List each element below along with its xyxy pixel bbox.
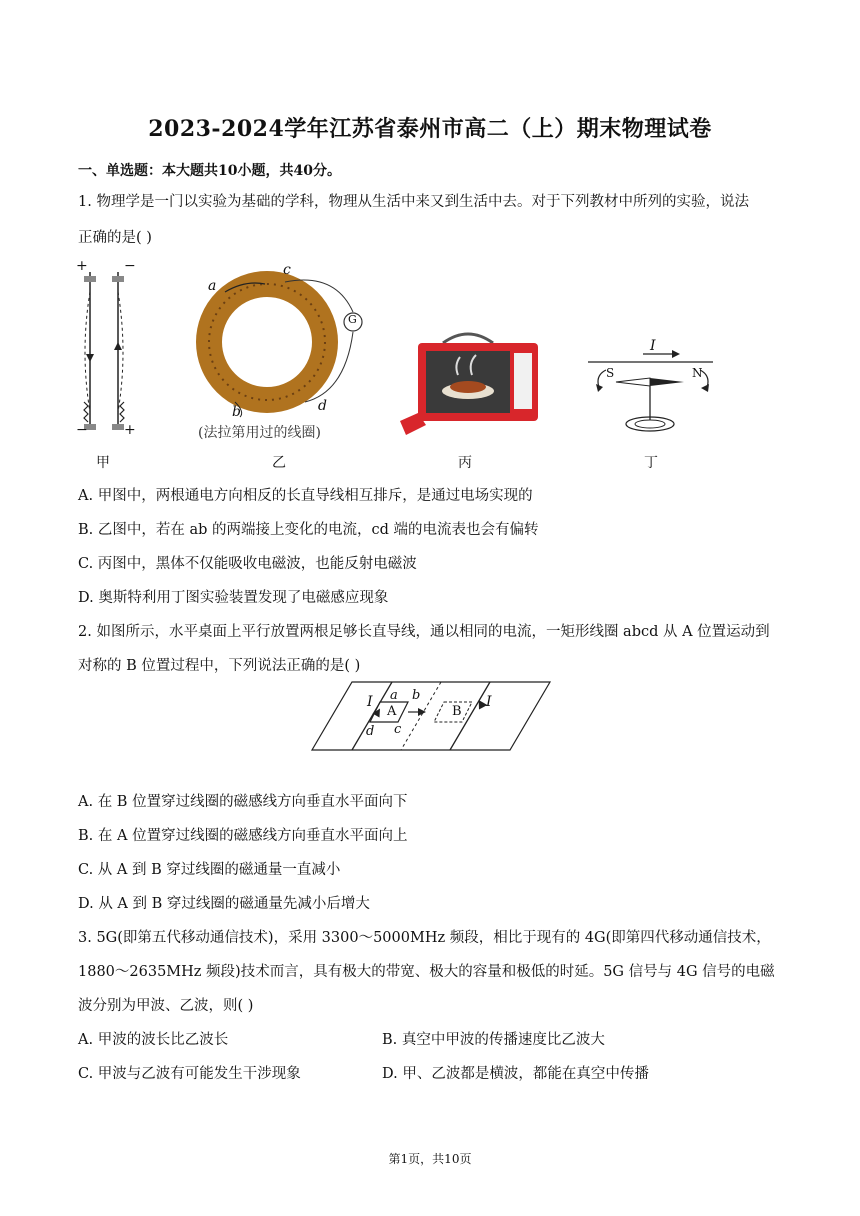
page-title: 2023-2024学年江苏省泰州市高二（上）期末物理试卷	[148, 116, 712, 142]
compass-pole-n: N	[692, 366, 703, 380]
q2-vertex-c: c	[394, 722, 402, 737]
q1-stem-line1: 1. 物理学是一门以实验为基础的学科，物理从生活中来又到生活中去。对于下列教材中所列的实验，说法	[78, 194, 749, 210]
q2-vertex-a: a	[390, 688, 398, 703]
q1-stem-line2: 正确的是( )	[78, 230, 152, 246]
figure-label-yi: 乙	[272, 455, 286, 471]
section-heading: 一、单选题：本大题共10小题，共40分。	[78, 163, 341, 179]
figure-jia-parallel-wires	[70, 262, 140, 440]
q3-option-b: B. 真空中甲波的传播速度比乙波大	[382, 1032, 605, 1048]
q1-option-a: A. 甲图中，两根通电方向相反的长直导线相互排斥，是通过电场实现的	[78, 488, 533, 504]
q2-position-b: B	[452, 704, 462, 719]
figure-label-ding: 丁	[644, 455, 658, 471]
q2-option-a: A. 在 B 位置穿过线圈的磁感线方向垂直水平面向下	[78, 794, 408, 810]
q2-option-b: B. 在 A 位置穿过线圈的磁感线方向垂直水平面向上	[78, 828, 408, 844]
coil-terminal-c: c	[283, 262, 291, 278]
q3-stem-line1: 3. 5G(即第五代移动通信技术)，采用 3300～5000MHz 频段，相比于现有的 4G(即第四代移动通信技术，	[78, 930, 771, 946]
figure-q2-wires-and-coil	[310, 680, 552, 752]
plus-sign-top-left: +	[76, 258, 88, 274]
q3-stem-line3: 波分别为甲波、乙波，则( )	[78, 998, 254, 1014]
q1-option-d: D. 奥斯特利用丁图实验装置发现了电磁感应现象	[78, 590, 389, 606]
coil-terminal-a: a	[208, 278, 217, 294]
figure-label-bing: 丙	[458, 455, 472, 471]
q2-current-right: I	[486, 694, 492, 710]
q2-vertex-b: b	[412, 688, 421, 703]
compass-pole-s: S	[606, 366, 615, 380]
figure-label-jia: 甲	[96, 455, 110, 471]
galvanometer-label: G	[348, 313, 357, 326]
q3-option-c: C. 甲波与乙波有可能发生干涉现象	[78, 1066, 301, 1082]
q3-option-a: A. 甲波的波长比乙波长	[78, 1032, 229, 1048]
page-footer: 第1页，共10页	[388, 1152, 472, 1166]
figure-bing-microwave	[398, 325, 546, 435]
q3-option-d: D. 甲、乙波都是横波，都能在真空中传播	[382, 1066, 649, 1082]
q2-stem-line1: 2. 如图所示，水平桌面上平行放置两根足够长直导线，通以相同的电流，一矩形线圈 abcd 从 A 位置运动到	[78, 624, 770, 640]
q2-option-d: D. 从 A 到 B 穿过线圈的磁通量先减小后增大	[78, 896, 370, 912]
coil-caption: (法拉第用过的线圈)	[198, 425, 321, 441]
plus-sign-bottom-right: +	[124, 422, 136, 438]
figure-ding-oersted-compass	[588, 340, 718, 440]
compass-current-label: I	[650, 338, 656, 354]
q2-current-left: I	[367, 694, 373, 710]
q1-option-c: C. 丙图中，黑体不仅能吸收电磁波，也能反射电磁波	[78, 556, 417, 572]
figure-yi-faraday-coil	[195, 262, 370, 422]
coil-terminal-d: d	[318, 398, 327, 414]
q2-vertex-d: d	[366, 724, 375, 739]
q1-option-b: B. 乙图中，若在 ab 的两端接上变化的电流，cd 端的电流表也会有偏转	[78, 522, 539, 538]
q2-stem-line2: 对称的 B 位置过程中，下列说法正确的是( )	[78, 658, 361, 674]
minus-sign-bottom-left: −	[76, 422, 88, 438]
coil-terminal-b: b	[232, 404, 241, 420]
q2-position-a: A	[387, 704, 397, 719]
q3-stem-line2: 1880～2635MHz 频段)技术而言，具有极大的带宽、极大的容量和极低的时延。5G 信号与 4G 信号的电磁	[78, 964, 775, 980]
minus-sign-top-right: −	[124, 258, 136, 274]
q2-option-c: C. 从 A 到 B 穿过线圈的磁通量一直减小	[78, 862, 341, 878]
